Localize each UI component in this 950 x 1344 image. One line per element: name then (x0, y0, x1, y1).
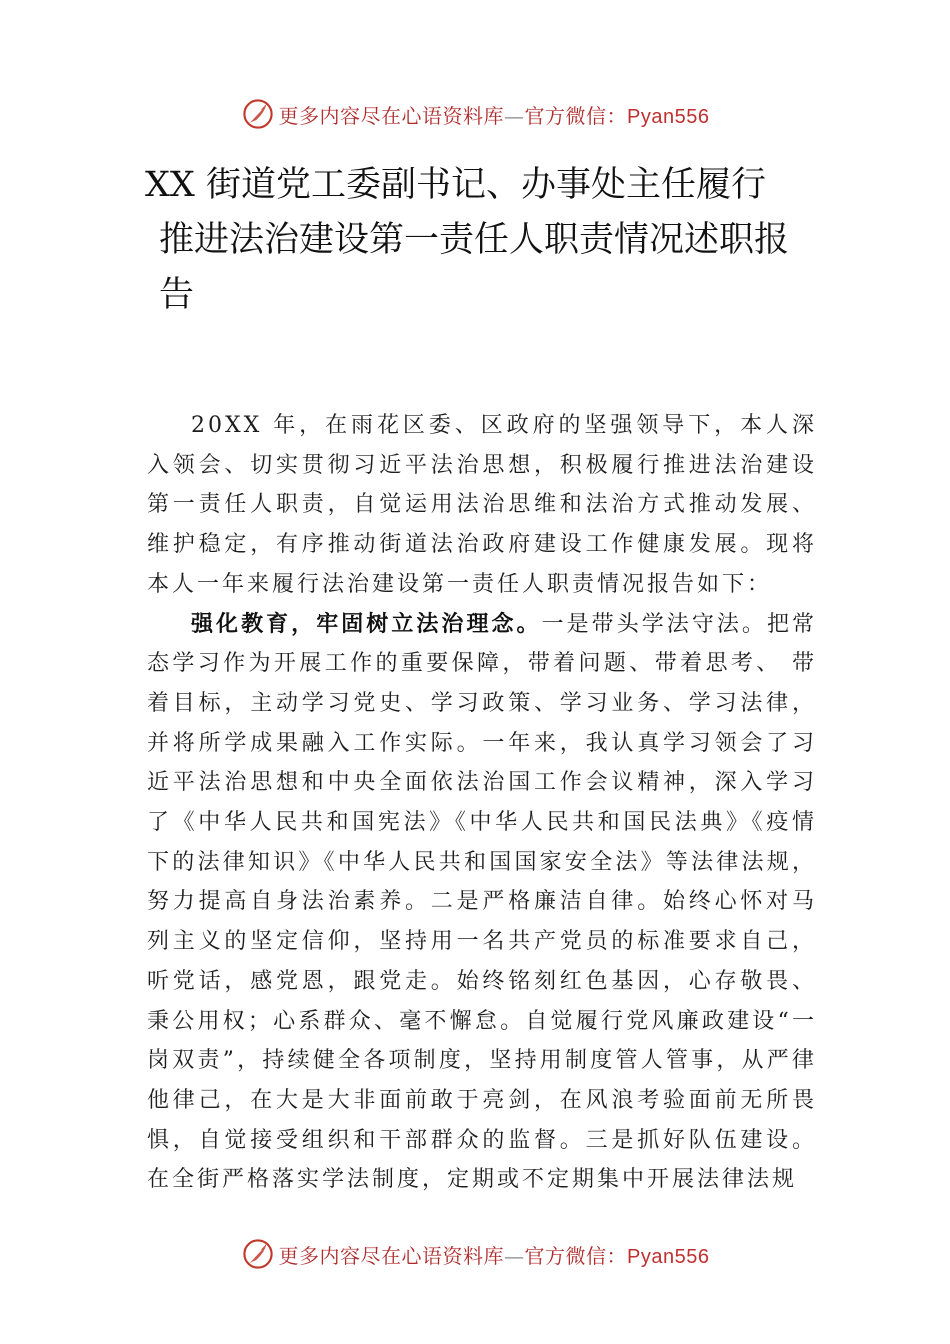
header-banner-wechat-id: Pyan556 (627, 105, 710, 128)
intro-paragraph: 20XX 年，在雨花区委、区政府的坚强领导下，本人深入领会、切实贯彻习近平法治思想，积极履行推进法治建设第一责任人职责，自觉运用法治思维和法治方式推动发展、维护稳定，有序推动街道法治政府建设工作健康发展。现将本人一年来履行法治建设第一责任人职责情况报告如下： (147, 413, 817, 597)
title-line-3: 告 (159, 275, 195, 315)
quill-logo-icon (241, 1237, 275, 1271)
footer-banner-wechat-id: Pyan556 (627, 1245, 710, 1268)
header-banner-separator: — (504, 103, 525, 128)
footer-banner-library: 更多内容尽在心语资料库 (278, 1243, 505, 1268)
quill-logo-icon (241, 97, 275, 131)
section-1-text: 一是带头学法守法。把常态学习作为开展工作的重要保障，带着问题、带着思考、 带着目标，主动学习党史、学习政策、学习业务、学习法律， 并将所学成果融入工作实际。一年来，我认真学习领会了习近平法治思想和中央全面依法治国工作会议精神，深入学习了《中华人民共和国宪法》《中华人民共和国民法典》《疫情下的法律知识》《中华人民共和国国家安全法》等法律法规， 努力提高自身法治素养。二是严格廉洁自律。始终心怀对马列主义的坚定信仰，坚持用一名共产党员的标准要求自己， 听党话，感党恩，跟党走。始终铭刻红色基因，心存敬畏、 秉公用权；心系群众、毫不懈怠。自觉履行党风廉政建设“一岗双责”，持续健全各项制度，坚持用制度管人管事，从严律他律己，在大是大非面前敢于亮剑，在风浪考验面前无所畏惧，自觉接受组织和干部群众的监督。三是抓好队伍建设。 在全街严格落实学法制度，定期或不定期集中开展法律法规 (147, 611, 817, 1193)
header-watermark-banner (0, 92, 950, 136)
footer-banner-wechat-label: 官方微信： (524, 1243, 628, 1268)
footer-watermark-banner (0, 1232, 950, 1276)
header-banner-library: 更多内容尽在心语资料库 (278, 103, 505, 128)
footer-banner-separator: — (504, 1243, 525, 1268)
document-title (145, 158, 805, 323)
footer-banner-text (279, 1240, 710, 1269)
section-1-paragraph (147, 605, 817, 1201)
header-banner-wechat-label: 官方微信： (524, 103, 628, 128)
title-line-1: XX 街道党工委副书记、办事处主任履行 (145, 165, 766, 205)
document-body (147, 406, 817, 1200)
header-banner-text (279, 100, 710, 129)
title-line-2: 推进法治建设第一责任人职责情况述职报 (159, 220, 790, 260)
section-1-heading: 强化教育，牢固树立法治理念。 (191, 610, 542, 637)
